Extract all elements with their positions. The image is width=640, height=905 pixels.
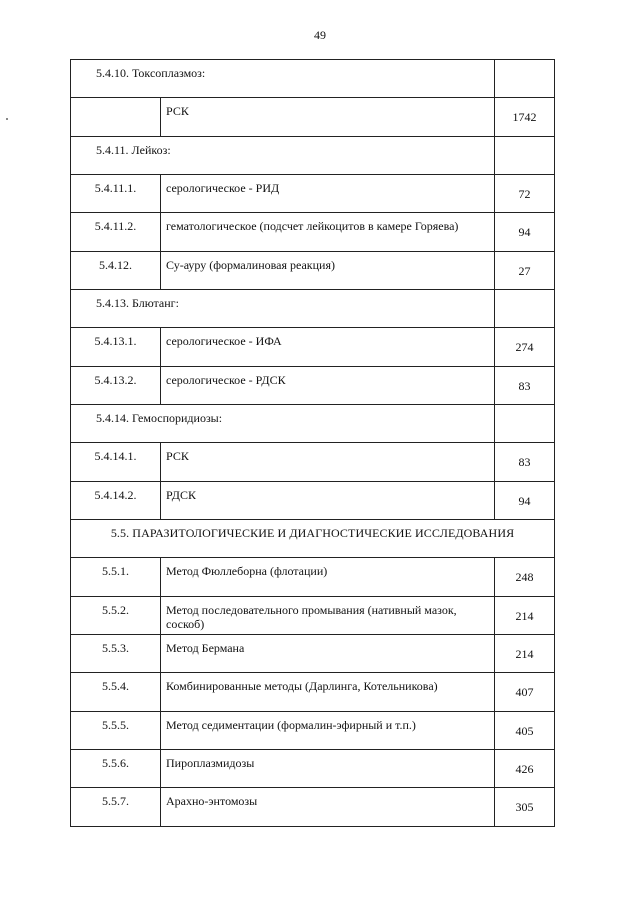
row-price: 27 (495, 252, 555, 290)
table-row (71, 597, 555, 635)
row-price-empty (495, 290, 555, 328)
row-code: 5.4.12. (71, 252, 161, 290)
row-price: 94 (495, 213, 555, 252)
section-label: 5.4.11. Лейкоз: (71, 137, 495, 175)
row-code: 5.4.11.2. (71, 213, 161, 252)
row-name: Метод Фюллеборна (флотации) (161, 558, 495, 597)
row-name: Комбинированные методы (Дарлинга, Котельникова) (161, 673, 495, 712)
row-price: 305 (495, 788, 555, 827)
row-price: 94 (495, 482, 555, 520)
row-code: 5.4.13.2. (71, 367, 161, 405)
row-code: 5.5.1. (71, 558, 161, 597)
row-price: 83 (495, 443, 555, 482)
table-row (71, 328, 555, 367)
table-row (71, 673, 555, 712)
table-row (71, 635, 555, 673)
row-code: 5.5.7. (71, 788, 161, 827)
row-price: 72 (495, 175, 555, 213)
row-price: 407 (495, 673, 555, 712)
row-price: 426 (495, 750, 555, 788)
table-row (71, 712, 555, 750)
row-name: Пироплазмидозы (161, 750, 495, 788)
row-name: гематологическое (подсчет лейкоцитов в камере Горяева) (161, 213, 495, 252)
row-price: 1742 (495, 98, 555, 137)
row-code: 5.4.14.2. (71, 482, 161, 520)
row-name: серологическое - ИФА (161, 328, 495, 367)
table-row (71, 213, 555, 252)
row-price-empty (495, 137, 555, 175)
row-code: 5.4.14.1. (71, 443, 161, 482)
row-name: РСК (161, 443, 495, 482)
page-number: 49 (314, 28, 326, 42)
table-row (71, 558, 555, 597)
row-price: 214 (495, 597, 555, 635)
row-code: 5.5.4. (71, 673, 161, 712)
row-price: 405 (495, 712, 555, 750)
row-code: 5.5.3. (71, 635, 161, 673)
row-code: 5.5.5. (71, 712, 161, 750)
section-row (71, 405, 555, 443)
section-row (71, 137, 555, 175)
row-price: 248 (495, 558, 555, 597)
table-row (71, 98, 555, 137)
table-row (71, 482, 555, 520)
section-heading: 5.5. ПАРАЗИТОЛОГИЧЕСКИЕ И ДИАГНОСТИЧЕСКИЕ ИССЛЕДОВАНИЯ (71, 520, 555, 558)
row-price: 274 (495, 328, 555, 367)
row-price: 214 (495, 635, 555, 673)
price-table (70, 59, 555, 827)
section-row (71, 60, 555, 98)
section-row (71, 290, 555, 328)
row-name: серологическое - РДСК (161, 367, 495, 405)
row-name: РДСК (161, 482, 495, 520)
row-name: Су-ауру (формалиновая реакция) (161, 252, 495, 290)
row-name: Метод седиментации (формалин-эфирный и т.п.) (161, 712, 495, 750)
row-name: Метод Бермана (161, 635, 495, 673)
table-row (71, 750, 555, 788)
row-code: 5.5.2. (71, 597, 161, 635)
table-row (71, 367, 555, 405)
row-code: 5.4.13.1. (71, 328, 161, 367)
section-label: 5.4.14. Гемоспоридиозы: (71, 405, 495, 443)
row-name: Арахно-энтомозы (161, 788, 495, 827)
section-label: 5.4.10. Токсоплазмоз: (71, 60, 495, 98)
row-name: РСК (161, 98, 495, 137)
section-label: 5.4.13. Блютанг: (71, 290, 495, 328)
row-name: серологическое - РИД (161, 175, 495, 213)
table-row (71, 252, 555, 290)
section-heading-row (71, 520, 555, 558)
row-name: Метод последовательного промывания (нативный мазок, соскоб) (161, 597, 495, 635)
scan-artifact (6, 118, 8, 120)
row-code (71, 98, 161, 137)
price-table-body (71, 60, 555, 827)
row-price-empty (495, 405, 555, 443)
table-row (71, 788, 555, 827)
row-code: 5.5.6. (71, 750, 161, 788)
row-price: 83 (495, 367, 555, 405)
table-row (71, 175, 555, 213)
row-code: 5.4.11.1. (71, 175, 161, 213)
table-row (71, 443, 555, 482)
row-price-empty (495, 60, 555, 98)
